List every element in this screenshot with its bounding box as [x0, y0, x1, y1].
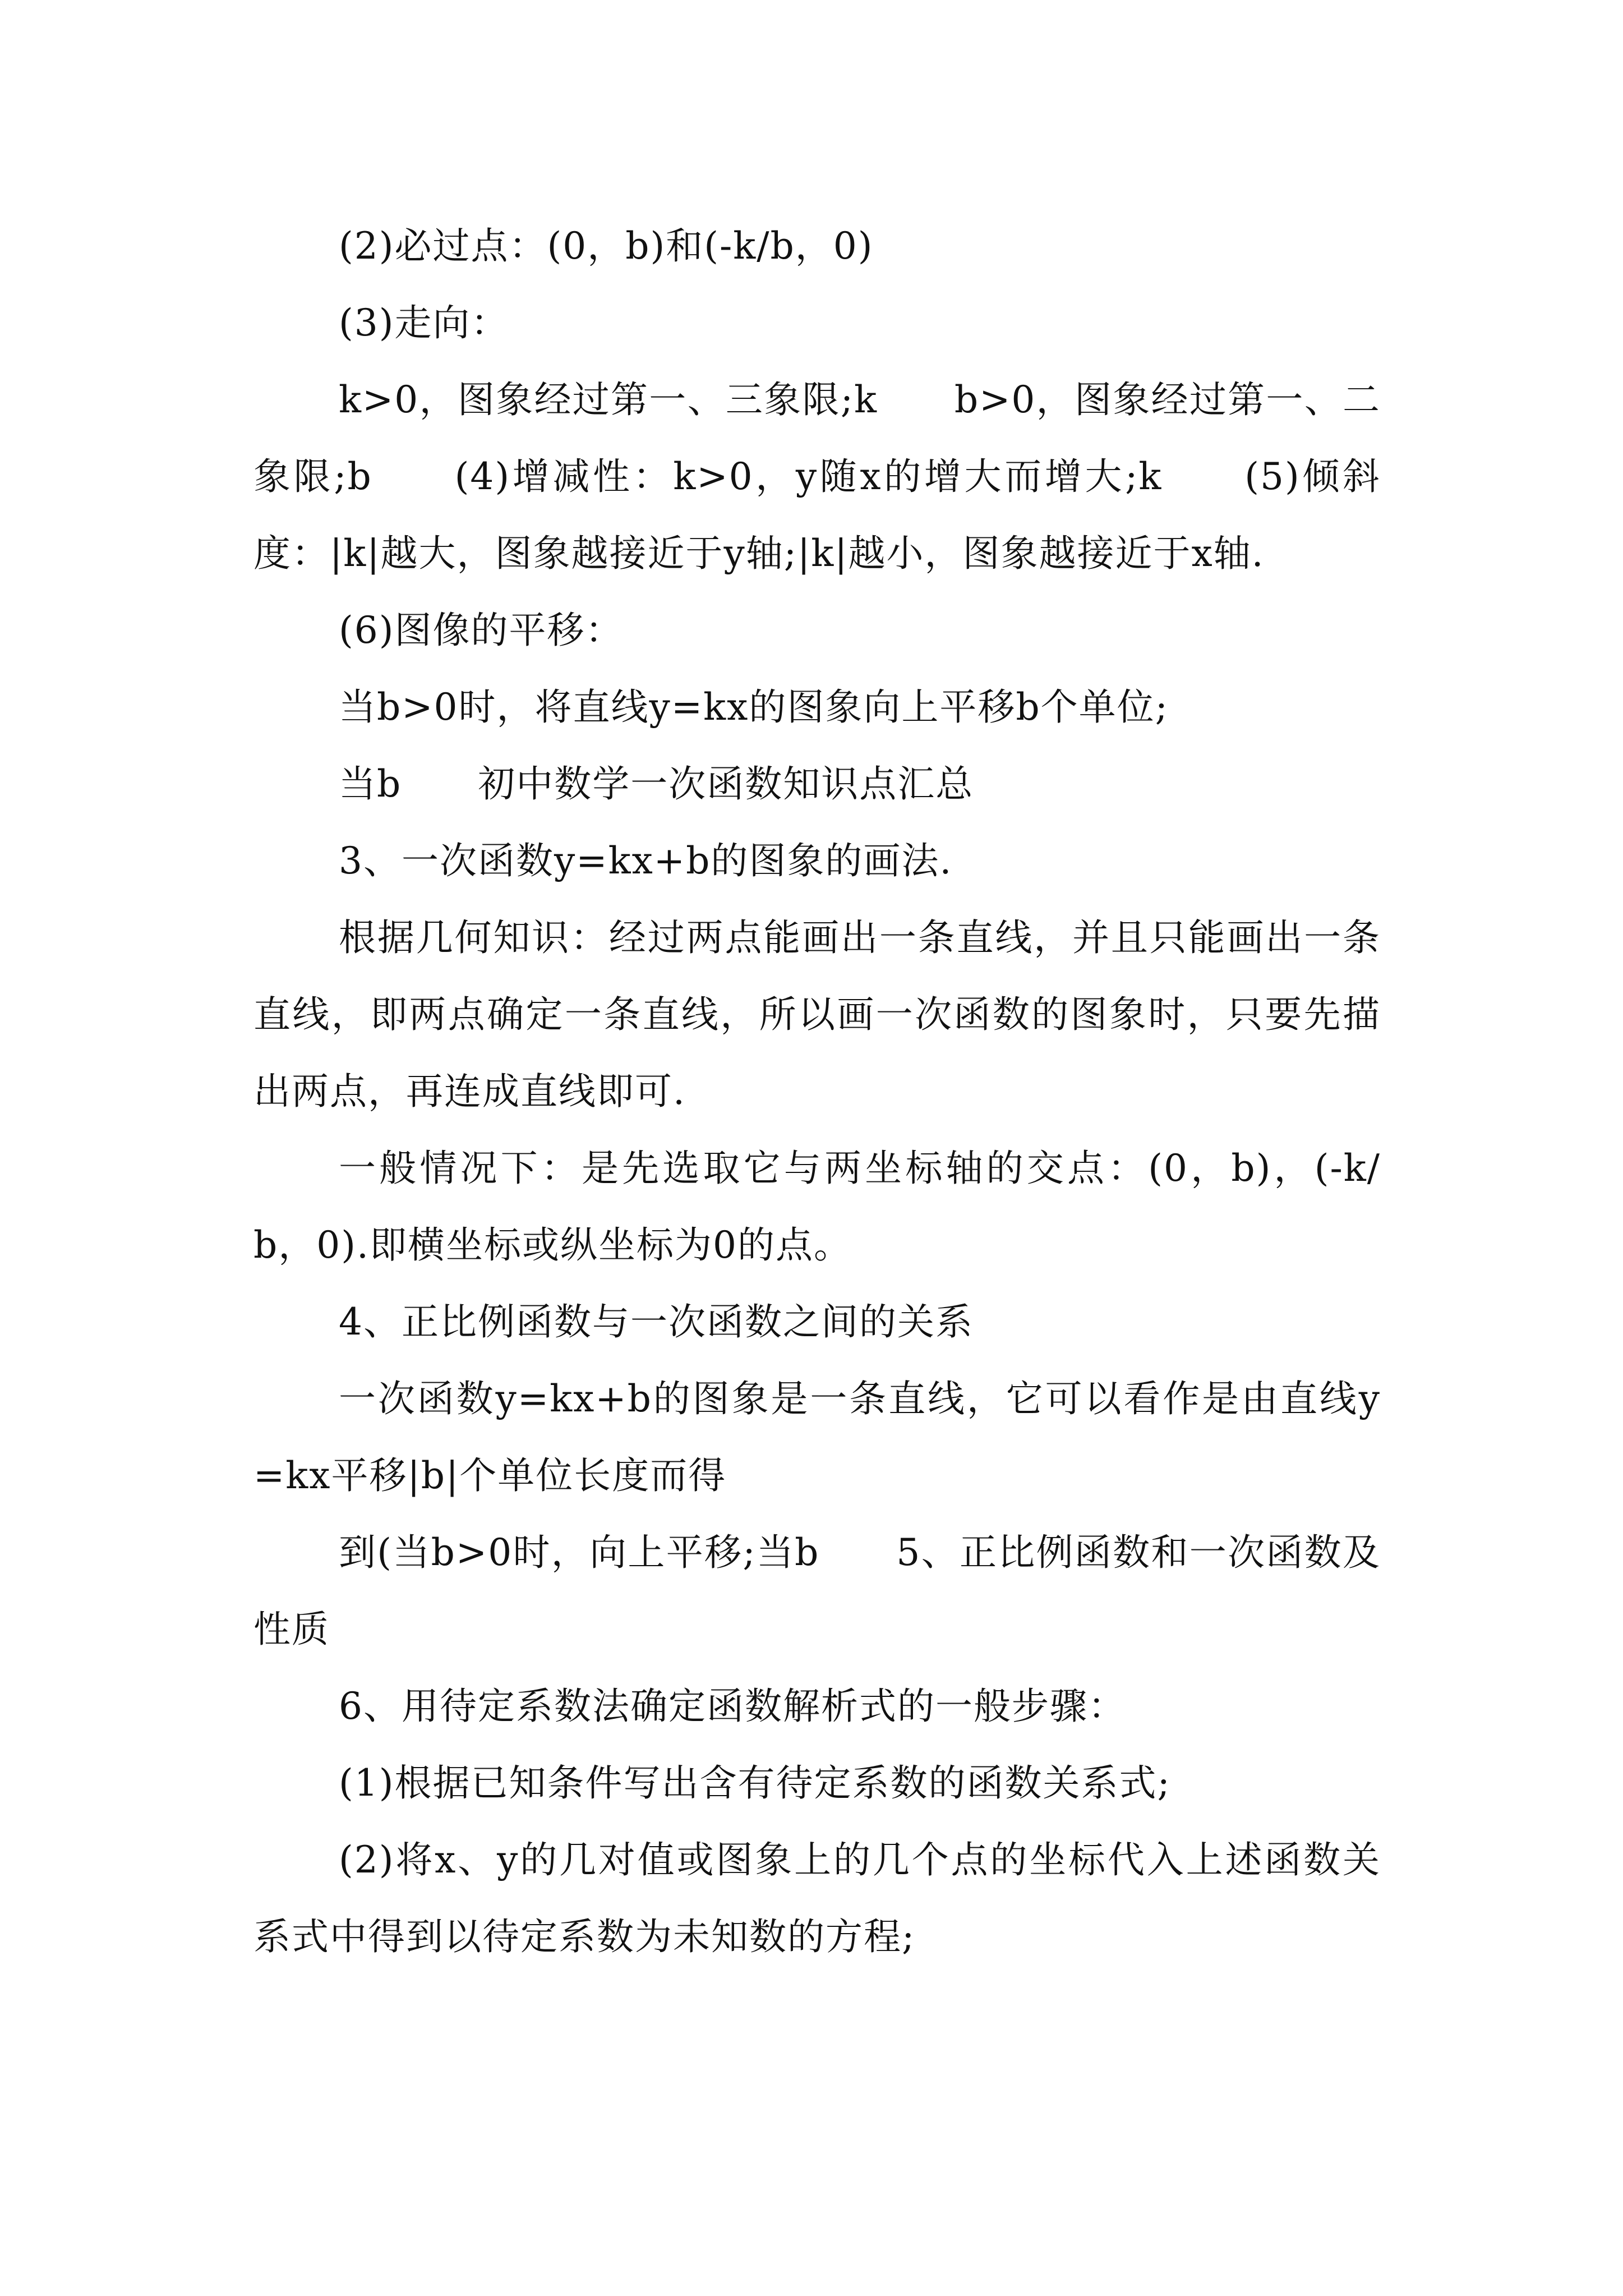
paragraph: 根据几何知识：经过两点能画出一条直线，并且只能画出一条直线，即两点确定一条直线，所以画一次函数的图象时，只要先描出两点，再连成直线即可.: [253, 916, 1381, 1113]
paragraph: (3)走向：: [339, 301, 509, 344]
paragraph: (1)根据已知条件写出含有待定系数的函数关系式;: [339, 1761, 1171, 1805]
paragraph: (2)将x、y的几对值或图象上的几个点的坐标代入上述函数关系式中得到以待定系数为未知数的方程;: [253, 1838, 1381, 1958]
paragraph: 当b>0时，将直线y=kx的图象向上平移b个单位;: [339, 685, 1169, 729]
document-body: [253, 208, 1381, 1975]
paragraph: 一般情况下：是先选取它与两坐标轴的交点：(0，b)，(-k/b，0).即横坐标或纵坐标为0的点。: [253, 1147, 1381, 1267]
paragraph: 到(当b>0时，向上平移;当b 5、正比例函数和一次函数及性质: [253, 1531, 1381, 1651]
paragraph: 6、用待定系数法确定函数解析式的一般步骤：: [339, 1685, 1126, 1728]
paragraph: (2)必过点：(0，b)和(-k/b，0): [339, 224, 874, 268]
paragraph: 4、正比例函数与一次函数之间的关系: [339, 1300, 974, 1343]
paragraph: 3、一次函数y=kx+b的图象的画法.: [339, 839, 953, 882]
paragraph: 当b 初中数学一次函数知识点汇总: [339, 762, 974, 806]
paragraph: (6)图像的平移：: [339, 609, 624, 652]
paragraph: k>0，图象经过第一、三象限;k b>0，图象经过第一、二象限;b (4)增减性：k>0，y随x的增大而增大;k (5)倾斜度：|k|越大，图象越接近于y轴;|k|越小，图象越接近于x轴.: [253, 378, 1381, 575]
paragraph: 一次函数y=kx+b的图象是一条直线，它可以看作是由直线y=kx平移|b|个单位长度而得: [253, 1377, 1381, 1497]
